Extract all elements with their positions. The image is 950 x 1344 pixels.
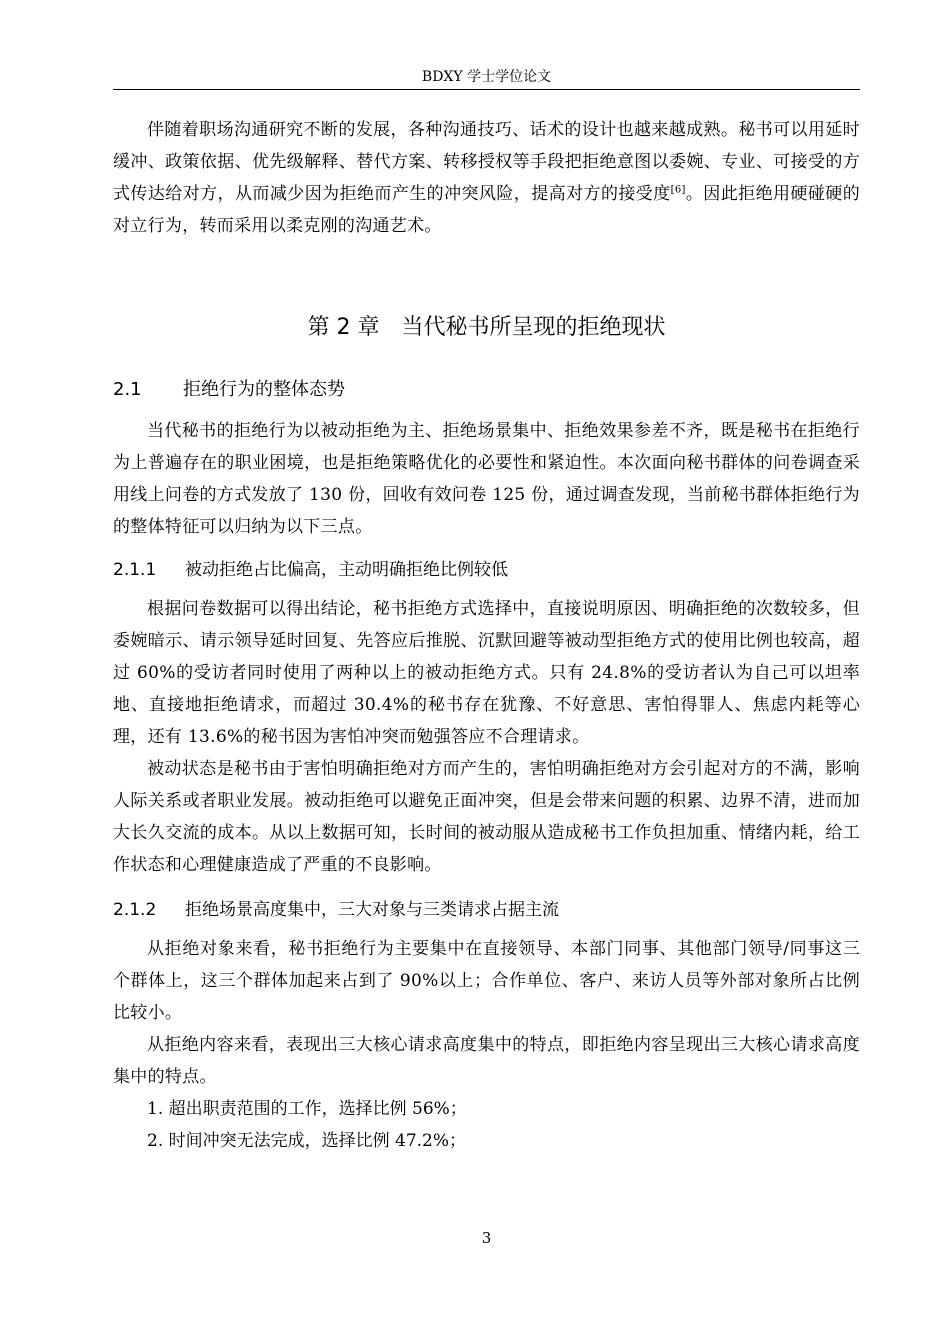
subsection-heading-2-1-1 — [113, 555, 860, 585]
page-body — [113, 114, 860, 1157]
header-rule — [113, 89, 860, 90]
list-item: 2. 时间冲突无法完成，选择比例 47.2%； — [147, 1131, 467, 1151]
subsection-2-1-1-paragraph-1: 根据问卷数据可以得出结论，秘书拒绝方式选择中，直接说明原因、明确拒绝的次数较多，但委婉暗示、请示领导延时回复、先答应后推脱、沉默回避等被动型拒绝方式的使用比例也较高，超过 60%的受访者同时使用了两种以上的被动拒绝方式。只有 24.8%的受访者认为自己可以坦率地、直接地拒绝请求，而超过 30.4%的秘书存在犹豫、不好意思、害怕得罪人、焦虑内耗等心理，还有 13.6%的秘书因为害怕冲突而勉强答应不合理请求。 — [113, 599, 860, 747]
subsection-2-1-2-paragraph-1: 从拒绝对象来看，秘书拒绝行为主要集中在直接领导、本部门同事、其他部门领导/同事这三个群体上，这三个群体加起来占到了 90%以上；合作单位、客户、来访人员等外部对象所占比例比较小。 — [113, 939, 860, 1023]
running-header: BDXY 学士学位论文 — [421, 69, 552, 85]
intro-paragraph: 伴随着职场沟通研究不断的发展，各种沟通技巧、话术的设计也越来越成熟。秘书可以用延时缓冲、政策依据、优先级解释、替代方案、转移授权等手段把拒绝意图以委婉、专业、可接受的方式传达给对方，从而减少因为拒绝而产生的冲突风险，提高对方的接受度[6]。因此拒绝用硬碰硬的对立行为，转而采用以柔克刚的沟通艺术。 — [113, 120, 860, 236]
section-number: 2.1 — [113, 379, 142, 400]
subsection-title: 被动拒绝占比偏高，主动明确拒绝比例较低 — [185, 560, 508, 580]
subsection-2-1-1-paragraph-2: 被动状态是秘书由于害怕明确拒绝对方而产生的，害怕明确拒绝对方会引起对方的不满，影响人际关系或者职业发展。被动拒绝可以避免正面冲突，但是会带来问题的积累、边界不清，进而加大长久交流的成本。从以上数据可知，长时间的被动服从造成秘书工作负担加重、情绪内耗，给工作状态和心理健康造成了严重的不良影响。 — [113, 759, 860, 875]
list-item: 1. 超出职责范围的工作，选择比例 56%； — [147, 1099, 467, 1119]
page-number: 3 — [481, 1229, 492, 1247]
section-2-1-paragraph: 当代秘书的拒绝行为以被动拒绝为主、拒绝场景集中、拒绝效果参差不齐，既是秘书在拒绝行为上普遍存在的职业困境，也是拒绝策略优化的必要性和紧迫性。本次面向秘书群体的问卷调查采用线上问卷的方式发放了 130 份，回收有效问卷 125 份，通过调查发现，当前秘书群体拒绝行为的整体特征可以归纳为以下三点。 — [113, 421, 860, 537]
subsection-heading-2-1-2 — [113, 895, 860, 925]
subsection-number: 2.1.2 — [113, 900, 157, 920]
chapter-title: 第 2 章 当代秘书所呈现的拒绝现状 — [307, 315, 666, 340]
section-title: 拒绝行为的整体态势 — [183, 379, 345, 400]
section-heading-2-1 — [113, 375, 860, 405]
citation-ref[interactable]: [6] — [670, 184, 686, 196]
subsection-title: 拒绝场景高度集中，三大对象与三类请求占据主流 — [185, 900, 559, 920]
subsection-2-1-2-paragraph-2: 从拒绝内容来看，表现出三大核心请求高度集中的特点，即拒绝内容呈现出三大核心请求高度集中的特点。 — [113, 1035, 860, 1087]
subsection-number: 2.1.1 — [113, 560, 157, 580]
